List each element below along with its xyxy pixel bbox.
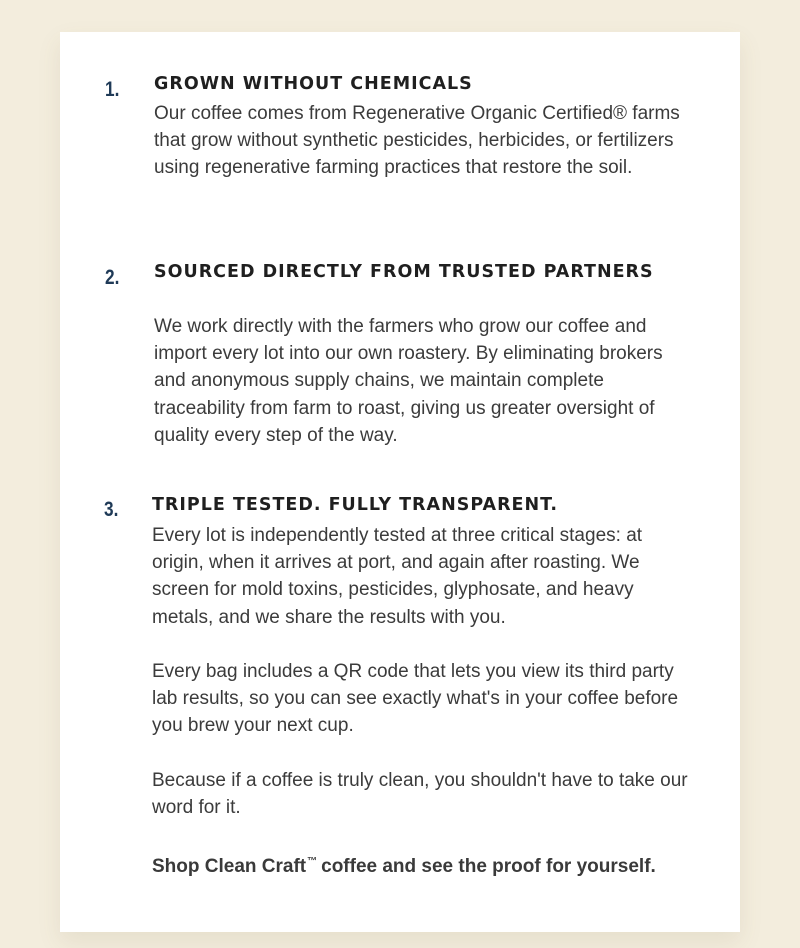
shop-cta [152, 848, 712, 880]
section-number: 1. [105, 78, 120, 101]
section-paragraph: Every bag includes a QR code that lets you view its third party lab results, so you can see exactly what's in your coffee before you brew your next cup. [152, 661, 679, 737]
section-number: 2. [105, 266, 120, 289]
section-paragraph: Every lot is independently tested at three critical stages: at origin, when it arrives at port, and again after roasting. We screen for mold toxins, pesticides, glyphosate, and heavy metals, and we share the results with you. [152, 525, 643, 628]
section-paragraph: Our coffee comes from Regenerative Organic Certified® farms that grow without synthetic pesticides, herbicides, or fertilizers using regenerative farming practices that restore the soil. [154, 103, 680, 179]
cta-rest-text: coffee and see the proof for yourself. [321, 856, 656, 877]
section-number: 3. [104, 498, 119, 521]
section-heading: GROWN WITHOUT CHEMICALS [154, 74, 473, 94]
content-card [60, 32, 740, 932]
trademark-symbol: ™ [307, 856, 318, 867]
cta-brand-text: Shop Clean Craft [152, 856, 307, 877]
section-heading: TRIPLE TESTED. FULLY TRANSPARENT. [152, 495, 559, 515]
section-paragraph: We work directly with the farmers who grow our coffee and import every lot into our own roastery. By eliminating brokers and anonymous supply chains, we maintain complete traceability from farm to roast, giving us greater oversight of quality every step of the way. [154, 316, 663, 446]
section-paragraph: Because if a coffee is truly clean, you shouldn't have to take our word for it. [152, 770, 688, 819]
section-heading: SOURCED DIRECTLY FROM TRUSTED PARTNERS [154, 262, 654, 282]
